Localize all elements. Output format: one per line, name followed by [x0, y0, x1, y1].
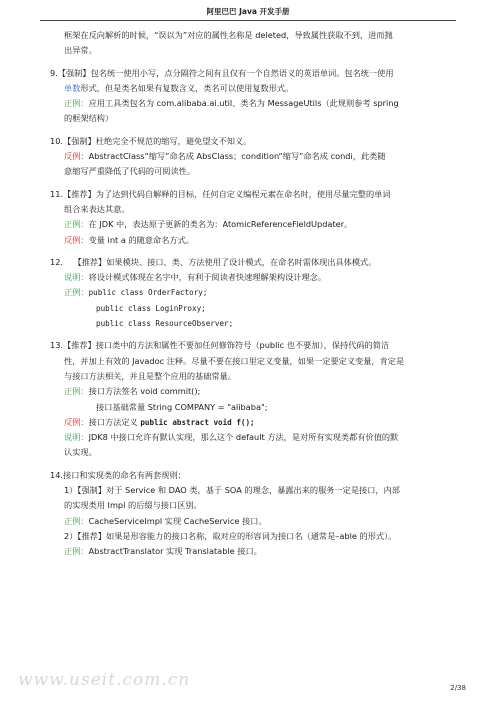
highlight-text: 单数 — [64, 82, 81, 93]
text-line: 出异常。 — [64, 45, 97, 56]
counter-example-label: 反例： — [64, 151, 89, 162]
note-line — [50, 430, 468, 445]
example-label: 正例： — [64, 98, 89, 109]
example-label: 正例： — [64, 219, 89, 230]
counter-example-label: 反例： — [64, 416, 89, 427]
note-label: 说明： — [64, 432, 89, 443]
code-text: public abstract void f(); — [140, 417, 255, 427]
watermark: www.useit.com.cn — [18, 670, 191, 690]
rule-item-10 — [50, 134, 468, 149]
sub-rule-1 — [50, 483, 468, 498]
example-label: 正例： — [64, 546, 89, 557]
text-line: 认实现。 — [64, 447, 97, 458]
counter-example-text: 接口方法定义 — [88, 416, 141, 427]
rule-number: 12. — [50, 256, 64, 267]
text-line: 组合来表达其意。 — [64, 203, 130, 214]
example-line — [50, 96, 468, 111]
rule-item-14: 14.接口和实现类的命名有两套规则： — [50, 469, 186, 480]
text-line: 的框架结构） — [64, 113, 114, 124]
counter-example-text: 变量 int a 的随意命名方式。 — [88, 234, 194, 245]
text-line: 框架在反向解析的时候，“误以为”对应的属性名称是 deleted，导致属性获取不到，进而抛 — [64, 30, 393, 40]
example-label: 正例： — [64, 515, 89, 526]
example-label: 正例： — [64, 287, 89, 298]
rule-text: 【推荐】如果模块、接口、类、方法使用了设计模式，在命名时需体现出具体模式。 — [73, 256, 377, 267]
text-line — [50, 81, 468, 96]
rule-text: 如果是形容能力的接口名称，取对应的形容词为接口名（通常是–able 的形式）。 — [106, 530, 397, 541]
example-text: AbstractTranslator 实现 Translatable 接口。 — [88, 546, 262, 557]
code-line: public class ResourceObserver; — [96, 319, 234, 329]
page-number: 2/38 — [450, 684, 466, 692]
counter-example-line — [50, 233, 468, 248]
note-text: 将设计模式体现在名字中，有利于阅读者快速理解架构设计理念。 — [88, 272, 327, 283]
rule-text: 杜绝完全不规范的缩写，避免望文不知义。 — [95, 135, 252, 146]
counter-example-line — [50, 149, 468, 164]
rule-text: 形式，但是类名如果有复数含义，类名可以使用复数形式。 — [80, 82, 294, 93]
rule-number: 10.【强制】 — [50, 135, 96, 146]
rule-text: 对于 Service 和 DAO 类，基于 SOA 的理念，暴露出来的服务一定是接口，内部 — [106, 485, 400, 496]
example-text: 接口方法签名 void commit(); — [88, 386, 201, 397]
example-line — [50, 514, 468, 529]
rule-item-13 — [50, 338, 468, 353]
text-line: 的实现类用 Impl 的后缀与接口区别。 — [64, 500, 202, 511]
example-label: 正例： — [64, 386, 89, 397]
rule-number: 2）【推荐】 — [64, 530, 107, 541]
rule-item-11 — [50, 187, 468, 202]
rule-text: 包名统一使用小写，点分隔符之间有且仅有一个自然语义的英语单词。包名统一使用 — [90, 67, 394, 78]
code-text: public class OrderFactory; — [88, 288, 208, 298]
text-line: 与接口方法相关，并且是整个应用的基础常量。 — [64, 370, 236, 381]
rule-item-12 — [50, 255, 468, 270]
rule-number: 1）【强制】 — [64, 485, 107, 496]
example-text: 在 JDK 中，表达原子更新的类名为：AtomicReferenceFieldUpdater。 — [88, 219, 353, 230]
sub-rule-2 — [50, 529, 468, 544]
text-line: 意缩写严重降低了代码的可阅读性。 — [64, 166, 196, 177]
example-text: CacheServiceImpl 实现 CacheService 接口。 — [88, 515, 267, 526]
counter-example-label: 反例： — [64, 234, 89, 245]
rule-number: 9.【强制】 — [50, 67, 91, 78]
rule-item-9 — [50, 66, 468, 81]
example-line — [50, 384, 468, 399]
note-label: 说明： — [64, 272, 89, 283]
example-line — [50, 285, 468, 300]
page-header — [40, 6, 456, 21]
header-title: 阿里巴巴 Java 开发手册 — [206, 7, 290, 16]
counter-example-line — [50, 415, 468, 430]
rule-text: 为了达到代码自解释的目标，任何自定义编程元素在命名时，使用尽量完整的单词 — [95, 188, 391, 199]
example-line — [50, 217, 468, 232]
code-line: public class LoginProxy; — [96, 303, 206, 313]
rule-text: 接口类中的方法和属性不要加任何修饰符号（public 也不要加），保持代码的简洁 — [95, 340, 390, 351]
rule-number: 13.【推荐】 — [50, 340, 96, 351]
note-line — [50, 270, 468, 285]
text-line: 性，并加上有效的 Javadoc 注释。尽量不要在接口里定义变量，如果一定要定义变量，肯定是 — [64, 355, 405, 366]
example-text: 应用工具类包名为 com.alibaba.ai.util、类名为 MessageUtils（此规则参考 spring — [88, 98, 399, 109]
counter-example-text: AbstractClass“缩写”命名成 AbsClass；condition“缩写”命名成 condi，此类随 — [88, 151, 386, 162]
document-body — [50, 28, 468, 560]
rule-number: 11.【推荐】 — [50, 188, 96, 199]
note-text: JDK8 中接口允许有默认实现，那么这个 default 方法，是对所有实现类都有价值的默 — [88, 432, 399, 443]
example-line — [50, 544, 468, 559]
example-line: 接口基础常量 String COMPANY = "alibaba"; — [96, 401, 268, 412]
